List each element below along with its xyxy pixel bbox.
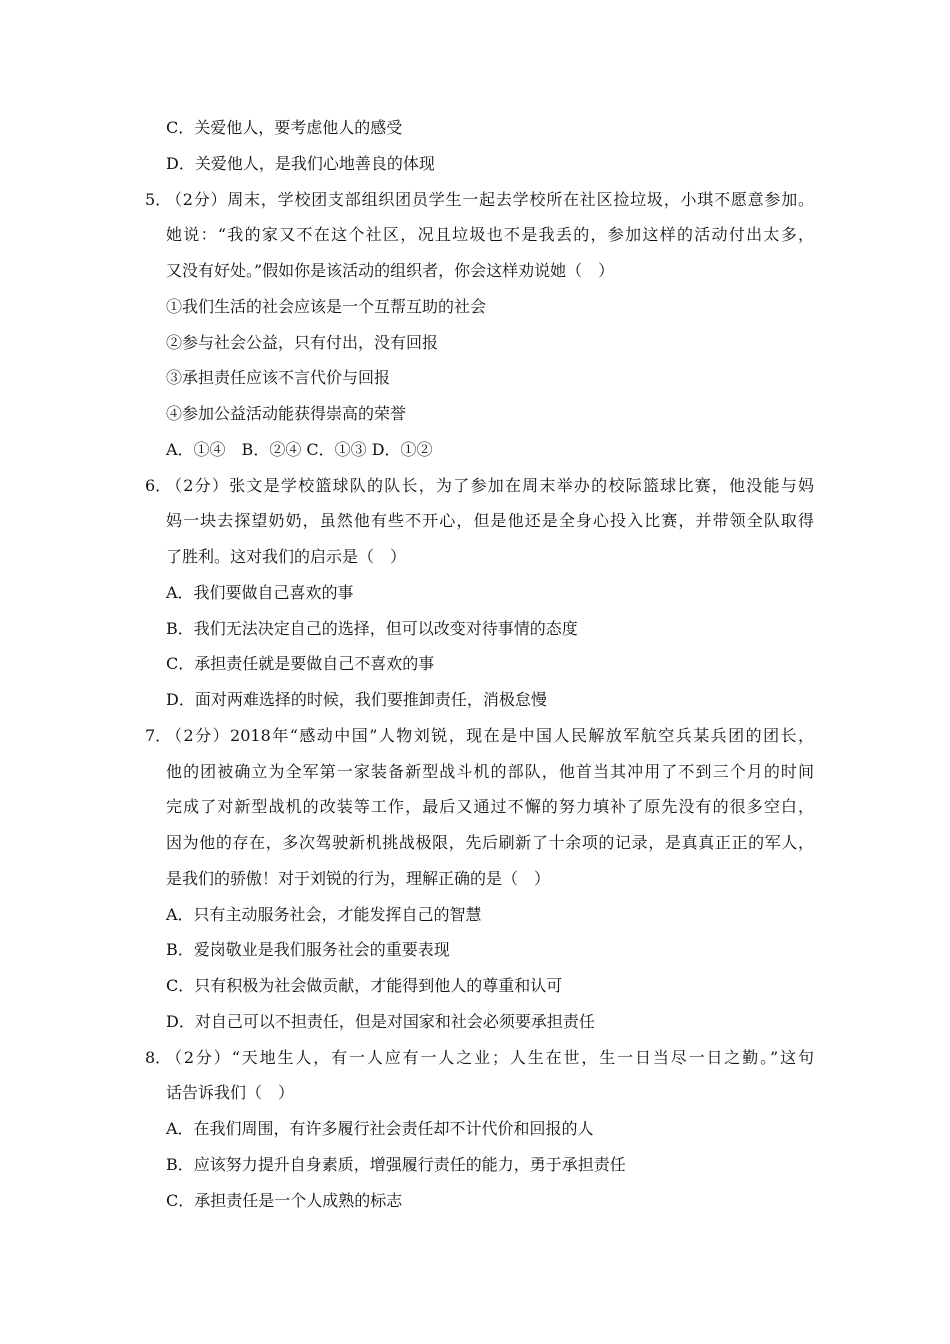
text-line: C．承担责任就是要做自己不喜欢的事 xyxy=(166,654,435,674)
text-line: 因为他的存在，多次驾驶新机挑战极限，先后刷新了十余项的记录，是真真正正的军人， xyxy=(166,833,814,852)
text-line: 他的团被确立为全军第一家装备新型战斗机的部队，他首当其冲用了不到三个月的时间 xyxy=(166,761,814,781)
text-line: A．在我们周围，有许多履行社会责任却不计代价和回报的人 xyxy=(166,1119,594,1138)
text-line: 完成了对新型战机的改装等工作，最后又通过不懈的努力填补了原先没有的很多空白， xyxy=(166,797,814,817)
question-number: 8． xyxy=(145,1047,172,1067)
text-line: C．只有积极为社会做贡献，才能得到他人的尊重和认可 xyxy=(166,976,563,995)
text-line: （2分）张文是学校篮球队的队长，为了参加在周末举办的校际篮球比赛，他没能与妈 xyxy=(166,475,814,495)
text-line: C．关爱他人，要考虑他人的感受 xyxy=(166,118,403,137)
text-line: B．爱岗敬业是我们服务社会的重要表现 xyxy=(166,940,450,960)
text-line: A．只有主动服务社会，才能发挥自己的智慧 xyxy=(166,904,482,924)
text-line: A．我们要做自己喜欢的事 xyxy=(166,582,354,602)
text-line: D．对自己可以不担责任，但是对国家和社会必须要承担责任 xyxy=(166,1011,595,1031)
text-line: 是我们的骄傲！对于刘锐的行为，理解正确的是（ ） xyxy=(166,868,551,888)
text-line: 又没有好处。”假如你是该活动的组织者，你会这样劝说她（ ） xyxy=(166,261,615,280)
text-line: D．关爱他人，是我们心地善良的体现 xyxy=(166,153,435,173)
text-line: A．①④ B．②④ C．①③ D．①② xyxy=(166,439,433,459)
text-line: （2分）周末，学校团支部组织团员学生一起去学校所在社区捡垃圾，小琪不愿意参加。 xyxy=(166,189,814,209)
text-line: 她说：“我的家又不在这个社区，况且垃圾也不是我丢的，参加这样的活动付出太多， xyxy=(166,225,814,245)
question-number: 7． xyxy=(145,725,172,745)
text-line: B．我们无法决定自己的选择，但可以改变对待事情的态度 xyxy=(166,618,578,638)
text-line: C．承担责任是一个人成熟的标志 xyxy=(166,1190,403,1210)
text-line: （2分）“天地生人，有一人应有一人之业；人生在世，生一日当尽一日之勤。”这句 xyxy=(166,1047,814,1067)
text-line: 妈一块去探望奶奶，虽然他有些不开心，但是他还是全身心投入比赛，并带领全队取得 xyxy=(166,511,814,531)
text-line: （2分）2018年“感动中国”人物刘锐，现在是中国人民解放军航空兵某兵团的团长， xyxy=(166,725,814,745)
text-line: ④参加公益活动能获得崇高的荣誉 xyxy=(166,404,407,423)
text-line: D．面对两难选择的时候，我们要推卸责任，消极怠慢 xyxy=(166,690,547,709)
text-line: B．应该努力提升自身素质，增强履行责任的能力，勇于承担责任 xyxy=(166,1154,626,1174)
text-line: 了胜利。这对我们的启示是（ ） xyxy=(166,547,407,566)
question-number: 6． xyxy=(145,475,172,495)
text-line: ③承担责任应该不言代价与回报 xyxy=(166,368,391,388)
text-line: ①我们生活的社会应该是一个互帮互助的社会 xyxy=(166,296,487,316)
question-number: 5． xyxy=(145,189,172,209)
text-line: ②参与社会公益，只有付出，没有回报 xyxy=(166,332,439,352)
text-line: 话告诉我们（ ） xyxy=(166,1083,295,1103)
